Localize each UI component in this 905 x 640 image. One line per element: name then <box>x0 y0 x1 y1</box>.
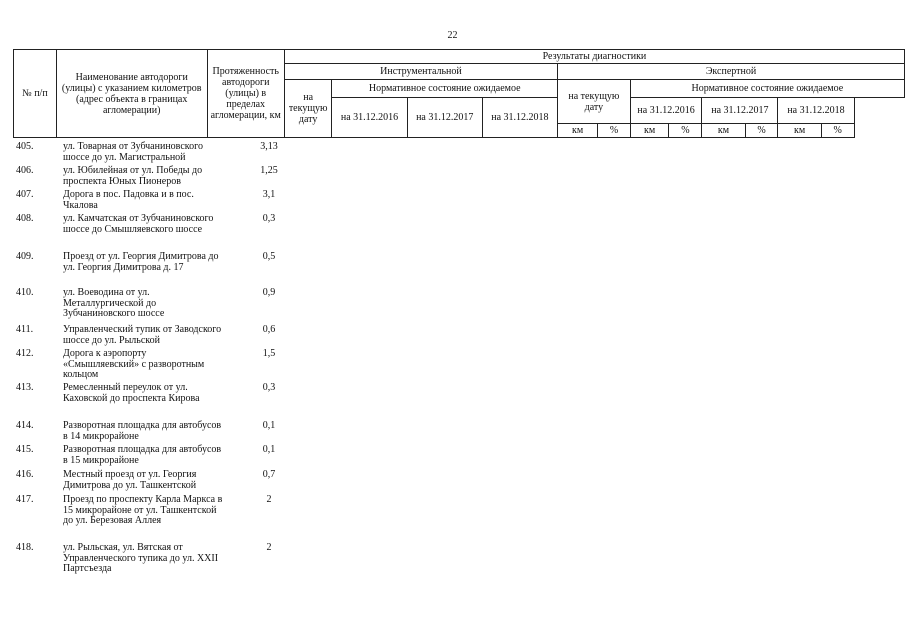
road-length: 0,1 <box>262 420 276 431</box>
instr-current-header: на текущую дату <box>284 80 332 138</box>
instr-2017-header: на 31.12.2017 <box>407 98 482 138</box>
expert-2018-header: на 31.12.2018 <box>778 98 854 124</box>
unit-pct: % <box>821 124 854 138</box>
row-number: 416. <box>16 469 34 480</box>
road-name: Разворотная площадка для автобусов в 14 микрорайоне <box>63 420 222 442</box>
row-number: 408. <box>16 213 34 224</box>
row-number: 407. <box>16 189 34 200</box>
road-length: 3,13 <box>260 141 278 152</box>
road-name: Разворотная площадка для автобусов в 15 микрорайоне <box>63 444 222 466</box>
row-number: 406. <box>16 165 34 176</box>
instr-2016-header: на 31.12.2016 <box>332 98 407 138</box>
road-name: ул. Юбилейная от ул. Победы до проспекта Юных Пионеров <box>63 165 203 187</box>
instr-2018-header: на 31.12.2018 <box>482 98 557 138</box>
road-name: Ремесленный переулок от ул. Каховской до проспекта Кирова <box>63 382 200 404</box>
unit-pct: % <box>669 124 702 138</box>
page-number: 22 <box>447 30 458 41</box>
road-length: 0,6 <box>262 324 276 335</box>
row-number: 418. <box>16 542 34 553</box>
road-length: 0,1 <box>262 444 276 455</box>
road-name: ул. Камчатская от Зубчаниновского шоссе до Смышляевского шоссе <box>63 213 214 235</box>
road-length: 3,1 <box>262 189 276 200</box>
road-name: Дорога к аэропорту «Смышляевский» с разворотным кольцом <box>63 348 205 380</box>
col-num-header: № п/п <box>14 50 57 138</box>
instr-normative-header: Нормативное состояние ожидаемое <box>332 80 558 98</box>
row-number: 415. <box>16 444 34 455</box>
road-length: 1,5 <box>262 348 276 359</box>
expert-normative-header: Нормативное состояние ожидаемое <box>630 80 904 98</box>
road-name: Дорога в пос. Падовка и в пос. Чкалова <box>63 189 194 211</box>
road-name: Проезд по проспекту Карла Маркса в 15 микрорайоне от ул. Ташкентской до ул. Березовая Аллея <box>63 494 223 526</box>
road-length: 2 <box>266 542 272 553</box>
unit-km: км <box>778 124 821 138</box>
road-length: 1,25 <box>260 165 278 176</box>
expert-header: Экспертной <box>558 64 905 80</box>
road-length: 0,9 <box>262 287 276 298</box>
unit-km: км <box>630 124 669 138</box>
row-number: 411. <box>16 324 34 335</box>
road-length: 0,3 <box>262 382 276 393</box>
road-name: Местный проезд от ул. Георгия Димитрова до ул. Ташкентской <box>63 469 197 491</box>
expert-2017-header: на 31.12.2017 <box>702 98 778 124</box>
col-length-header: Протяженность автодороги (улицы) в пределах агломерации, км <box>207 50 284 138</box>
unit-pct: % <box>598 124 631 138</box>
road-length: 0,3 <box>262 213 276 224</box>
row-number: 409. <box>16 251 34 262</box>
road-length: 0,7 <box>262 469 276 480</box>
row-number: 412. <box>16 348 34 359</box>
unit-km: км <box>702 124 745 138</box>
col-name-header: Наименование автодороги (улицы) с указанием километров (адрес объекта в границах агломерации) <box>56 50 207 138</box>
instrumental-header: Инструментальной <box>284 64 557 80</box>
unit-km: км <box>558 124 598 138</box>
road-name: ул. Воеводина от ул. Металлургической до Зубчаниновского шоссе <box>63 287 165 319</box>
road-length: 2 <box>266 494 272 505</box>
unit-pct: % <box>745 124 778 138</box>
road-name: ул. Рыльская, ул. Вятская от Управленческого тупика до ул. XXII Партсъезда <box>63 542 219 574</box>
row-number: 405. <box>16 141 34 152</box>
road-name: Проезд от ул. Георгия Димитрова до ул. Георгия Димитрова д. 17 <box>63 251 219 273</box>
expert-current-header: на текущую дату <box>558 80 631 124</box>
road-length: 0,5 <box>262 251 276 262</box>
row-number: 410. <box>16 287 34 298</box>
road-name: Управленческий тупик от Заводского шоссе до ул. Рыльской <box>63 324 222 346</box>
row-number: 413. <box>16 382 34 393</box>
expert-2016-header: на 31.12.2016 <box>630 98 702 124</box>
road-name: ул. Товарная от Зубчаниновского шоссе до ул. Магистральной <box>63 141 203 163</box>
results-header: Результаты диагностики <box>284 50 904 64</box>
diagnostics-header-table <box>13 49 905 138</box>
row-number: 417. <box>16 494 34 505</box>
row-number: 414. <box>16 420 34 431</box>
